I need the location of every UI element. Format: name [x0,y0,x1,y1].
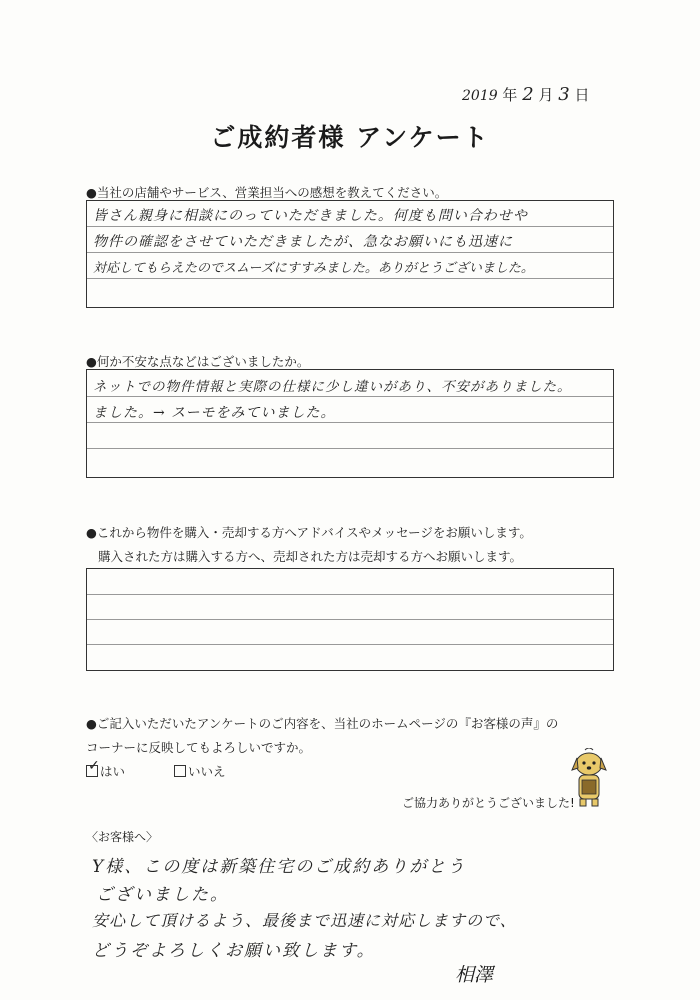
checkbox-no[interactable] [174,765,186,777]
question-3: ●これから物件を購入・売却する方へアドバイスやメッセージをお願いします。 [86,525,532,540]
answer-2-line-2: ました。→ スーモをみていました。 [93,405,336,421]
date-month: 2 [522,84,534,105]
question-4-line-1: ●ご記入いただいたアンケートのご内容を、当社のホームページの『お客様の声』の [86,716,559,731]
date-day: 3 [558,84,570,105]
answer-box-3 [86,568,614,671]
staff-message-line-2: ございました。 [96,885,229,905]
survey-date [462,84,590,105]
consent-yes-label: はい [100,764,126,779]
staff-message-line-4: どうぞよろしくお願い致します。 [92,941,376,961]
answer-2-line-1: ネットでの物件情報と実際の仕様に少し違いがあり、不安がありました。 [93,379,572,395]
staff-message-label: 〈お客様へ〉 [86,830,159,844]
page-title: ご成約者様 アンケート [210,123,490,152]
staff-signature: 相澤 [455,964,494,986]
question-1: ●当社の店舗やサービス、営業担当への感想を教えてください。 [86,185,448,200]
date-year-suffix: 年 [502,86,518,104]
staff-message-line-3: 安心して頂けるよう、最後まで迅速に対応しますので、 [92,911,517,930]
answer-box-1 [86,200,614,308]
checkbox-yes[interactable] [86,765,98,777]
date-month-suffix: 月 [538,86,554,104]
question-3-subtext: 購入された方は購入する方へ、売却された方は売却する方へお願いします。 [98,549,523,564]
consent-no[interactable] [174,762,226,780]
answer-1-line-2: 物件の確認をさせていただきましたが、急なお願いにも迅速に [93,234,513,250]
thanks-message: ご協力ありがとうございました! [402,796,575,810]
answer-box-2 [86,369,614,478]
date-day-suffix: 日 [574,86,590,104]
date-year: 2019 [462,88,498,104]
answer-1-line-1: 皆さん親身に相談にのっていただきました。何度も問い合わせや [93,208,528,224]
question-4-line-2: コーナーに反映してもよろしいですか。 [86,740,312,755]
answer-1-line-3: 対応してもらえたのでスムーズにすすみました。ありがとうございました。 [93,261,534,276]
staff-message-line-1: Y様、この度は新築住宅のご成約ありがとう [92,857,467,877]
consent-no-label: いいえ [188,764,226,779]
consent-yes[interactable] [86,762,125,780]
question-2: ●何か不安な点などはございましたか。 [86,354,310,369]
